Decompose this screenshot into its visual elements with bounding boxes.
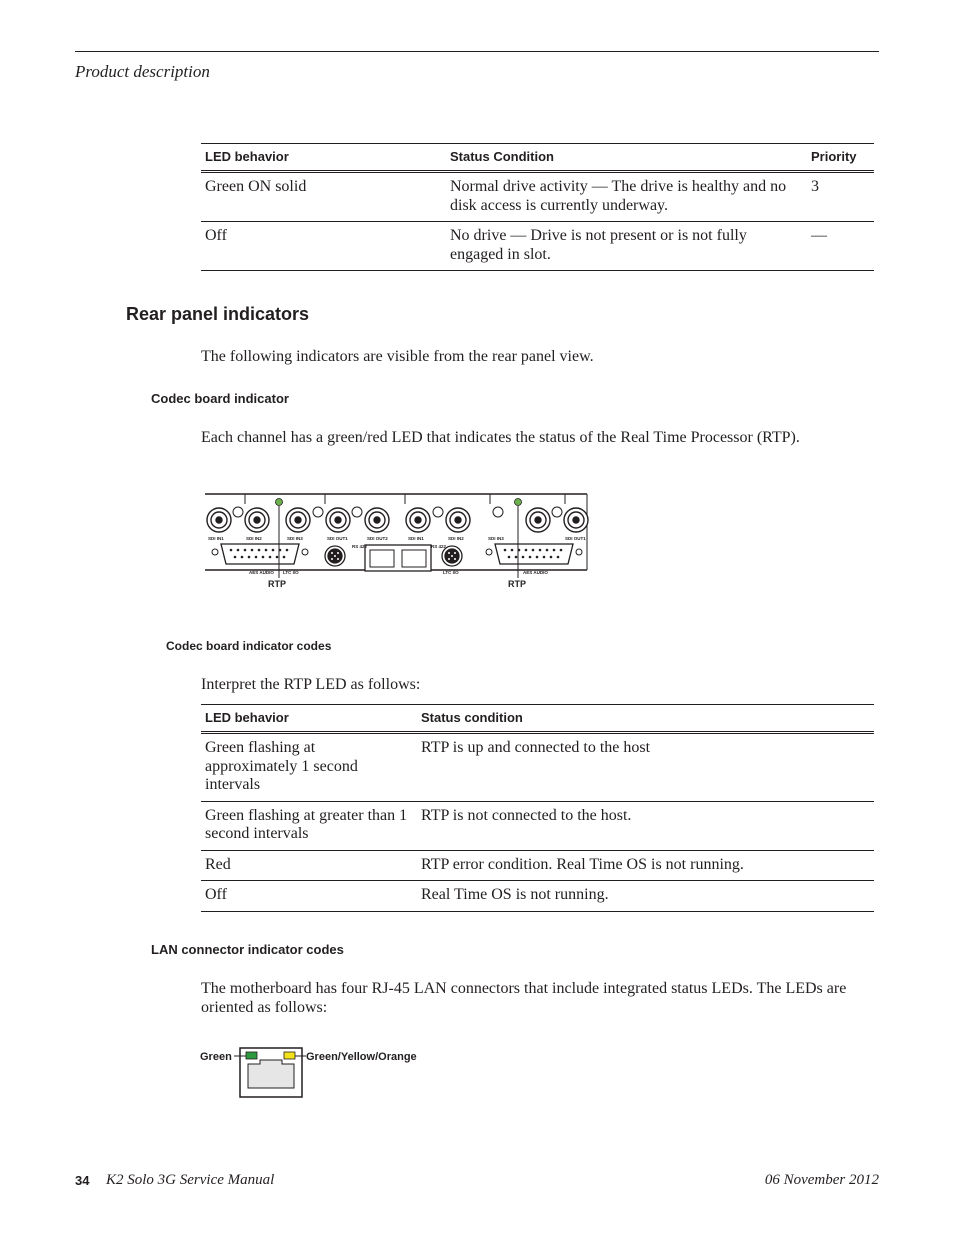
table-cell: Green flashing at approximately 1 second intervals xyxy=(201,733,417,802)
rear-panel-intro: The following indicators are visible from the rear panel view. xyxy=(201,348,594,365)
lan-label-right: Green/Yellow/Orange xyxy=(306,1051,417,1063)
column-header: Status Condition xyxy=(446,144,807,172)
table-cell: Green flashing at greater than 1 second intervals xyxy=(201,801,417,850)
connector-sublabel: AES AUDIO xyxy=(523,570,548,575)
subheading-lan-codes: LAN connector indicator codes xyxy=(151,942,344,957)
rtp-label-right: RTP xyxy=(508,579,526,589)
header-rule xyxy=(75,51,879,52)
column-header: Priority xyxy=(807,144,874,172)
connector-sublabel: LTC I/O xyxy=(443,570,459,575)
table-cell: Green ON solid xyxy=(201,172,446,222)
table-cell: RTP error condition. Real Time OS is not running. xyxy=(417,850,874,881)
lan-text: The motherboard has four RJ-45 LAN connectors that include integrated status LEDs. The LEDs are oriented as follows: xyxy=(201,980,847,1016)
rj45-illustration xyxy=(198,1046,428,1100)
table-row xyxy=(201,222,874,271)
connector-label: SDI IN3 xyxy=(488,536,504,541)
column-header: LED behavior xyxy=(201,705,417,733)
subheading-codec-board: Codec board indicator xyxy=(151,391,289,406)
table-row xyxy=(201,801,874,850)
connector-label: SDI IN2 xyxy=(246,536,262,541)
table-cell: No drive — Drive is not present or is not fully engaged in slot. xyxy=(446,222,807,271)
rj45-figure xyxy=(198,1046,428,1100)
connector-label: SDI OUT2 xyxy=(367,536,388,541)
section-heading-rear-panel: Rear panel indicators xyxy=(126,304,310,324)
connector-label: SDI OUT1 xyxy=(565,536,586,541)
connector-sublabel: RS 422 xyxy=(352,544,368,549)
codec-codes-intro: Interpret the RTP LED as follows: xyxy=(201,676,421,693)
table-cell: Off xyxy=(201,881,417,912)
column-header: LED behavior xyxy=(201,144,446,172)
table-cell: RTP is up and connected to the host xyxy=(417,733,874,802)
table-cell: Off xyxy=(201,222,446,271)
rtp-label-left: RTP xyxy=(268,579,286,589)
table-cell: 3 xyxy=(807,172,874,222)
table-header-row xyxy=(201,705,874,733)
column-header: Status condition xyxy=(417,705,874,733)
rtp-led-table xyxy=(201,704,874,912)
table-header-row xyxy=(201,144,874,172)
lan-label-left: Green xyxy=(200,1051,232,1063)
lan-led-right xyxy=(284,1052,295,1059)
table-row xyxy=(201,850,874,881)
connector-label: SDI IN1 xyxy=(208,536,224,541)
page-number: 34 xyxy=(75,1173,90,1188)
rtp-led-left xyxy=(276,499,283,506)
connector-sublabel: AES AUDIO xyxy=(249,570,274,575)
connector-label: SDI IN1 xyxy=(408,536,424,541)
connector-label: SDI IN2 xyxy=(448,536,464,541)
table-cell: — xyxy=(807,222,874,271)
table-cell: Real Time OS is not running. xyxy=(417,881,874,912)
rtp-led-right xyxy=(515,499,522,506)
running-title: Product description xyxy=(75,62,210,81)
publication-date: 06 November 2012 xyxy=(764,1172,879,1188)
lan-led-left xyxy=(246,1052,257,1059)
table-row xyxy=(201,172,874,222)
rear-panel-illustration xyxy=(205,490,589,590)
connector-label: SDI OUT1 xyxy=(327,536,348,541)
connector-sublabel: LTC I/O xyxy=(283,570,299,575)
manual-title: K2 Solo 3G Service Manual xyxy=(106,1172,275,1188)
connector-sublabel: RS 422 xyxy=(431,544,447,549)
codec-board-text: Each channel has a green/red LED that indicates the status of the Real Time Processor (RTP). xyxy=(201,429,800,446)
table-row xyxy=(201,881,874,912)
table-cell: RTP is not connected to the host. xyxy=(417,801,874,850)
table-cell: Red xyxy=(201,850,417,881)
table-cell: Normal drive activity — The drive is healthy and no disk access is currently underway. xyxy=(446,172,807,222)
figure-caption-codec-codes: Codec board indicator codes xyxy=(166,639,332,653)
table-row xyxy=(201,733,874,802)
connector-label: SDI IN3 xyxy=(287,536,303,541)
codec-board-figure xyxy=(205,490,589,590)
drive-led-table xyxy=(201,143,874,271)
